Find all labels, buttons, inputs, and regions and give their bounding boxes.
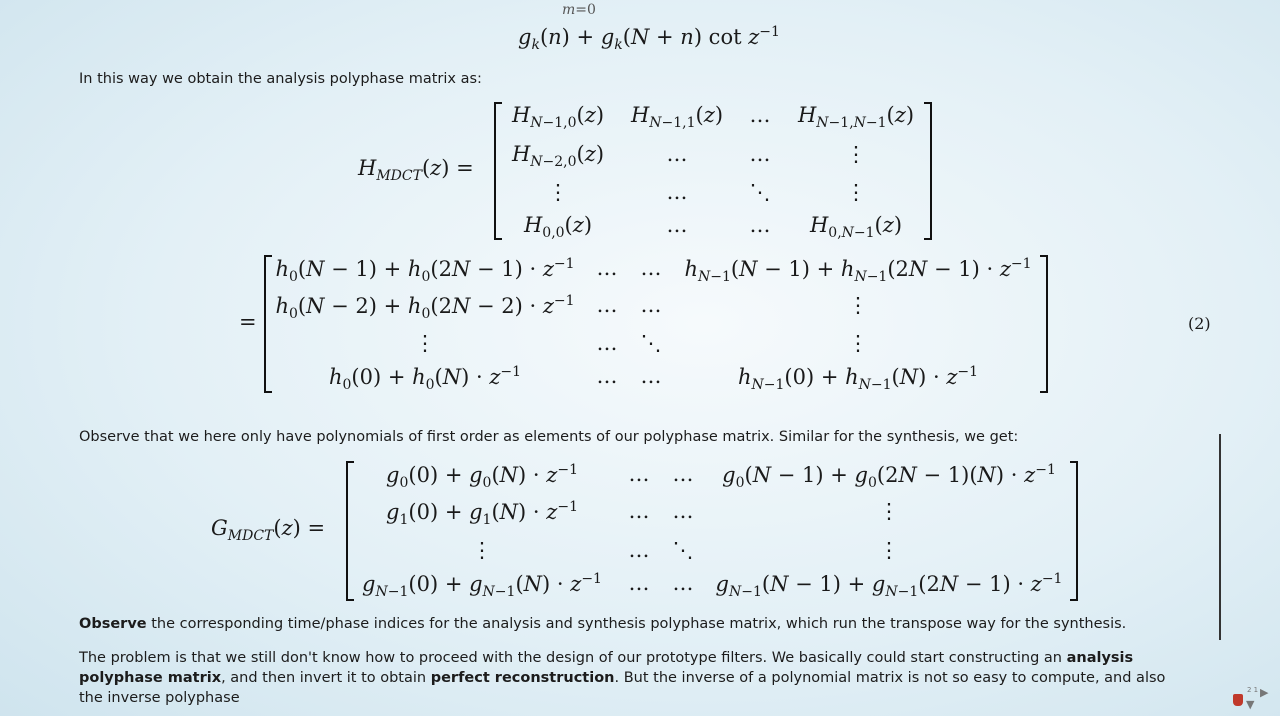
cell: … bbox=[749, 142, 771, 166]
left-bracket bbox=[346, 461, 354, 601]
cell: ⋮ bbox=[414, 331, 436, 355]
cell: … bbox=[596, 331, 618, 355]
synthesis-lhs: $G_{MDCT}(z)$ = bbox=[211, 516, 326, 545]
observe-bold: Observe bbox=[79, 616, 147, 632]
cell: $g_1(0) + g_1(N) \cdot z^{-1}$ bbox=[386, 499, 578, 529]
cell: … bbox=[640, 256, 662, 280]
cell: $h_0(0) + h_0(N) \cdot z^{-1}$ bbox=[328, 364, 522, 394]
right-bracket bbox=[1070, 461, 1078, 601]
equals-sign: = bbox=[239, 310, 257, 334]
cell: … bbox=[640, 364, 662, 388]
cell: $H_{0,0}(z)$ bbox=[523, 213, 593, 242]
cell: $h_{N-1}(0) + h_{N-1}(N) \cdot z^{-1}$ bbox=[737, 364, 979, 394]
cell: … bbox=[628, 538, 650, 562]
cell: … bbox=[640, 293, 662, 317]
cell: … bbox=[672, 571, 694, 595]
cell: $H_{N-1,1}(z)$ bbox=[630, 103, 724, 132]
cell: ⋱ bbox=[749, 180, 771, 204]
cell: $g_0(N - 1) + g_0(2N - 1)(N) \cdot z^{-1}$ bbox=[722, 462, 1056, 492]
cell: $g_0(0) + g_0(N) \cdot z^{-1}$ bbox=[386, 462, 578, 492]
cell: $H_{N-2,0}(z)$ bbox=[511, 142, 605, 171]
cell: ⋮ bbox=[845, 180, 867, 204]
observe-rest: the corresponding time/phase indices for the analysis and synthesis polyphase matrix, which run the transpose way for the synthesis. bbox=[146, 616, 1127, 632]
top-formula: $g_k(n) + g_k(N + n)$ $\cot z^{-1}$ bbox=[518, 24, 780, 54]
right-bracket bbox=[1040, 255, 1048, 393]
cell: … bbox=[596, 364, 618, 388]
cell: ⋱ bbox=[672, 538, 694, 562]
cell: ⋱ bbox=[640, 331, 662, 355]
cell: ⋮ bbox=[847, 331, 869, 355]
cell: $g_{N-1}(N - 1) + g_{N-1}(2N - 1) \cdot z^{-1}$ bbox=[715, 571, 1063, 601]
cell: ⋮ bbox=[847, 293, 869, 317]
cell: $H_{N-1,N-1}(z)$ bbox=[797, 103, 915, 132]
cell: $h_{N-1}(N - 1) + h_{N-1}(2N - 1) \cdot z^{-1}$ bbox=[684, 256, 1032, 286]
right-bracket bbox=[924, 102, 932, 240]
cell: ⋮ bbox=[845, 142, 867, 166]
cell: … bbox=[666, 142, 688, 166]
synthesis-intro-paragraph: Observe that we here only have polynomials of first order as elements of our polyphase matrix. Similar for the synthesis, we get: bbox=[79, 429, 1019, 445]
equation-number: (2) bbox=[1188, 314, 1211, 333]
cursor-icon bbox=[1233, 694, 1243, 706]
cell: $h_0(N - 2) + h_0(2N - 2) \cdot z^{-1}$ bbox=[275, 293, 575, 323]
cell: … bbox=[628, 571, 650, 595]
problem-text-2: , and then invert it to obtain bbox=[221, 670, 431, 686]
cell: $h_0(N - 1) + h_0(2N - 1) \cdot z^{-1}$ bbox=[275, 256, 575, 286]
cell: … bbox=[749, 213, 771, 237]
analysis-polyphase-bold: analysis polyphase matrix bbox=[79, 650, 1134, 686]
problem-text-3: . But the inverse of a polynomial matrix is not so easy to compute, and also the inverse polyphase bbox=[79, 670, 1166, 706]
page-indicator: 2 1 bbox=[1247, 686, 1259, 694]
intro-paragraph: In this way we obtain the analysis polyphase matrix as: bbox=[79, 71, 482, 87]
left-bracket bbox=[494, 102, 502, 240]
scrollbar[interactable] bbox=[1219, 434, 1221, 640]
cell: … bbox=[628, 462, 650, 486]
cell: … bbox=[672, 499, 694, 523]
cell: … bbox=[596, 293, 618, 317]
observe-paragraph bbox=[79, 614, 1126, 634]
cell: … bbox=[672, 462, 694, 486]
cell: … bbox=[666, 213, 688, 237]
sum-limit-fragment: m=0 bbox=[562, 2, 596, 18]
cell: $g_{N-1}(0) + g_{N-1}(N) \cdot z^{-1}$ bbox=[362, 571, 602, 601]
perfect-reconstruction-bold: perfect reconstruction bbox=[430, 670, 615, 686]
cell: $H_{0,N-1}(z)$ bbox=[809, 213, 903, 242]
cell: ⋮ bbox=[471, 538, 493, 562]
cell: ⋮ bbox=[878, 538, 900, 562]
cell: … bbox=[628, 499, 650, 523]
cell: ⋮ bbox=[878, 499, 900, 523]
down-arrow-icon[interactable]: ▼ bbox=[1246, 698, 1255, 711]
next-slide-icon[interactable]: ▶ bbox=[1260, 686, 1269, 699]
problem-paragraph bbox=[79, 648, 1189, 706]
cell: $H_{N-1,0}(z)$ bbox=[511, 103, 605, 132]
cell: … bbox=[749, 103, 771, 127]
bottom-border bbox=[0, 716, 1280, 720]
analysis-lhs: $H_{MDCT}(z)$ = bbox=[358, 156, 474, 185]
cell: … bbox=[596, 256, 618, 280]
cell: ⋮ bbox=[547, 180, 569, 204]
left-bracket bbox=[264, 255, 272, 393]
cell: … bbox=[666, 180, 688, 204]
problem-text-1: The problem is that we still don't know how to proceed with the design of our prototype filters. We basically could start constructing an bbox=[79, 650, 1067, 666]
